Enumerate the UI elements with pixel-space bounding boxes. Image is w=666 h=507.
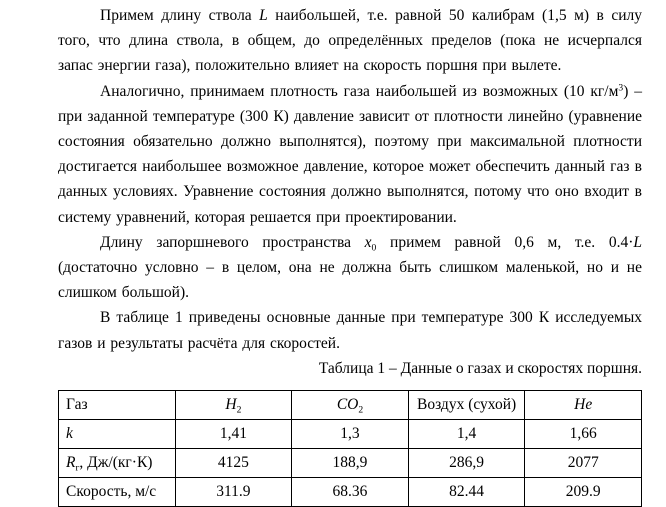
value-cell	[408, 478, 525, 507]
gas-data-table	[58, 390, 642, 507]
text-run: L	[633, 233, 642, 251]
text-run: 0	[371, 242, 377, 254]
text-run: H	[225, 396, 237, 414]
text-run: 188,9	[332, 454, 368, 472]
table-row	[59, 420, 642, 449]
text-run: Воздух (сухой)	[417, 396, 517, 414]
text-run: k	[66, 425, 73, 443]
text-run: 209.9	[565, 483, 601, 501]
value-cell	[292, 478, 409, 507]
value-cell	[175, 420, 292, 449]
table-caption	[58, 356, 642, 381]
text-run: 1,66	[569, 425, 597, 443]
text-run: 311.9	[216, 483, 251, 501]
row-label-cell	[59, 449, 176, 478]
value-cell	[525, 449, 642, 478]
paragraph-table-intro	[58, 305, 642, 355]
value-cell	[525, 478, 642, 507]
paragraph-piston-space	[58, 230, 642, 306]
row-label-cell	[59, 420, 176, 449]
paragraph-gas-density	[58, 79, 642, 230]
text-run: Аналогично, принимаем плотность газа наибольшей из возможных (10 кг/м	[100, 82, 619, 100]
value-cell	[175, 478, 292, 507]
column-header-value	[525, 391, 642, 420]
value-cell	[175, 449, 292, 478]
text-run: , Дж/(кг·К)	[79, 454, 153, 472]
text-run: 2	[358, 404, 364, 416]
text-run: R	[66, 454, 76, 472]
text-run: 3	[618, 82, 624, 94]
text-run: 82.44	[449, 483, 485, 501]
value-cell	[408, 449, 525, 478]
table-body	[59, 420, 642, 507]
text-run: He	[574, 396, 593, 414]
text-run: x	[364, 233, 372, 251]
text-run: 1,3	[340, 425, 360, 443]
table-row	[59, 478, 642, 507]
text-run: г	[75, 462, 80, 474]
text-run: Длину запоршневого пространства	[100, 233, 365, 251]
text-run: CO	[336, 396, 359, 414]
column-header-gas	[59, 391, 176, 420]
text-run: 1,41	[219, 425, 247, 443]
text-run: ) – при заданной температуре (300 К) давление зависит от плотности линейно (уравнение состояния обязательно должно выполнятся), поэтому при максимальной плотности достигается наибольшее возможное давление, которое может обеспечить данный газ в данных условиях. Уравнение состояния должно выполнятся, потому что оно входит в систему уравнений, которая решается при проектировании.	[58, 82, 642, 226]
text-run: наибольшей, т.е. равной 50 калибрам (1,5 м) в силу того, что длина ствола, в общем, до определённых пределов (пока не исчерпался запас энергии газа), положительно влияет на скорость поршня при вылете.	[58, 7, 642, 75]
column-header-value	[175, 391, 292, 420]
text-run: (достаточно условно – в целом, она не должна быть слишком маленькой, но и не слишком большой).	[58, 259, 642, 302]
text-run: 286,9	[449, 454, 485, 472]
column-header-value	[292, 391, 409, 420]
text-run: 2077	[567, 454, 599, 472]
text-run: Скорость, м/с	[66, 483, 157, 501]
text-run: В таблице 1 приведены основные данные при температуре 300 К исследуемых газов и результаты расчёта для скоростей.	[58, 309, 642, 352]
value-cell	[292, 449, 409, 478]
text-run: L	[259, 7, 268, 24]
text-run: 68.36	[332, 483, 368, 501]
paragraph-barrel-length	[58, 3, 642, 79]
text-run: примем равной 0,6 м, т.е. 0.4·	[376, 233, 634, 251]
row-label-cell	[59, 478, 176, 507]
value-cell	[408, 420, 525, 449]
column-header-value	[408, 391, 525, 420]
text-run: 4125	[217, 454, 249, 472]
text-run: 1,4	[456, 425, 477, 443]
text-run: 2	[236, 404, 242, 416]
table-header-row	[59, 391, 642, 420]
value-cell	[292, 420, 409, 449]
text-run: Примем длину ствола	[100, 7, 260, 24]
table-row	[59, 449, 642, 478]
value-cell	[525, 420, 642, 449]
text-run: Таблица 1 – Данные о газах и скоростях поршня.	[318, 359, 642, 377]
text-run: Газ	[66, 396, 88, 414]
